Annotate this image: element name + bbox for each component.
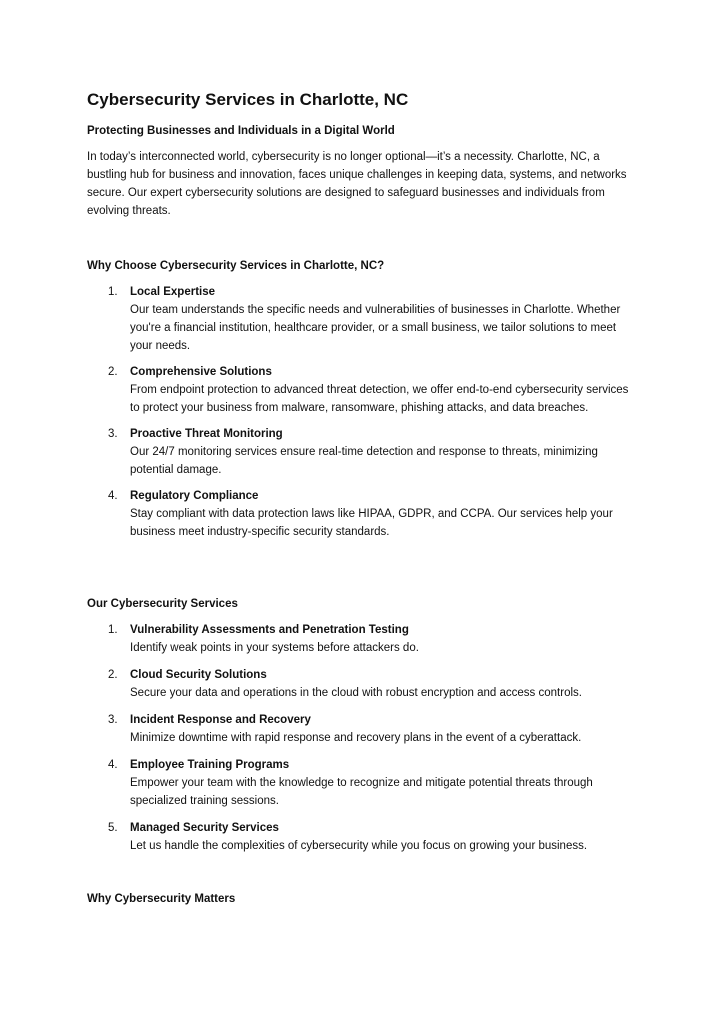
list-item-description: Our team understands the specific needs and vulnerabilities of businesses in Charlotte. Whether you're a financial institution, healthcare provider, or a small business, we tailor solutions to meet your needs. <box>130 304 621 352</box>
matters-heading: Why Cybersecurity Matters <box>87 893 236 905</box>
list-item-number: 3. <box>108 714 118 726</box>
list-item-description: Minimize downtime with rapid response and recovery plans in the event of a cyberattack. <box>130 732 582 744</box>
list-item <box>87 666 635 702</box>
list-item-title: Managed Security Services <box>130 822 279 834</box>
list-item-number: 1. <box>108 286 118 298</box>
list-item-number: 1. <box>108 624 118 636</box>
list-item <box>87 756 635 810</box>
list-item-number: 2. <box>108 669 118 681</box>
list-item <box>87 711 635 747</box>
list-item-title: Regulatory Compliance <box>130 490 259 502</box>
list-item-description: Empower your team with the knowledge to recognize and mitigate potential threats through specialized training sessions. <box>130 777 593 807</box>
list-item <box>87 363 635 417</box>
intro-paragraph: In today’s interconnected world, cybersecurity is no longer optional—it’s a necessity. Charlotte, NC, a bustling hub for business and innovation, faces unique challenges in keeping data, systems, and networks secure. Our expert cybersecurity solutions are designed to safeguard businesses and individuals from evolving threats. <box>87 151 627 217</box>
document-subtitle: Protecting Businesses and Individuals in a Digital World <box>87 125 395 137</box>
list-item-title: Cloud Security Solutions <box>130 669 267 681</box>
services-heading: Our Cybersecurity Services <box>87 598 238 610</box>
list-item <box>87 283 635 355</box>
list-item-title: Incident Response and Recovery <box>130 714 311 726</box>
list-item <box>87 819 635 855</box>
list-item-description: Our 24/7 monitoring services ensure real-time detection and response to threats, minimizing potential damage. <box>130 446 598 476</box>
why-choose-heading: Why Choose Cybersecurity Services in Charlotte, NC? <box>87 260 385 272</box>
list-item-title: Comprehensive Solutions <box>130 366 272 378</box>
list-item-number: 4. <box>108 759 118 771</box>
list-item-number: 3. <box>108 428 118 440</box>
list-item-number: 5. <box>108 822 118 834</box>
list-item-number: 2. <box>108 366 118 378</box>
list-item-description: Let us handle the complexities of cybersecurity while you focus on growing your business. <box>130 840 588 852</box>
list-item-description: Secure your data and operations in the cloud with robust encryption and access controls. <box>130 687 582 699</box>
list-item-title: Proactive Threat Monitoring <box>130 428 283 440</box>
list-item <box>87 487 635 541</box>
list-item <box>87 425 635 479</box>
list-item-description: Stay compliant with data protection laws like HIPAA, GDPR, and CCPA. Our services help your business meet industry-specific security standards. <box>130 508 613 538</box>
list-item-title: Vulnerability Assessments and Penetration Testing <box>130 624 409 636</box>
list-item-description: From endpoint protection to advanced threat detection, we offer end-to-end cybersecurity services to protect your business from malware, ransomware, phishing attacks, and data breaches. <box>130 384 629 414</box>
list-item-description: Identify weak points in your systems before attackers do. <box>130 642 419 654</box>
services-list <box>87 621 635 864</box>
why-choose-list <box>87 283 635 549</box>
list-item-number: 4. <box>108 490 118 502</box>
document-title: Cybersecurity Services in Charlotte, NC <box>87 90 409 109</box>
list-item-title: Local Expertise <box>130 286 216 298</box>
list-item <box>87 621 635 657</box>
list-item-title: Employee Training Programs <box>130 759 290 771</box>
